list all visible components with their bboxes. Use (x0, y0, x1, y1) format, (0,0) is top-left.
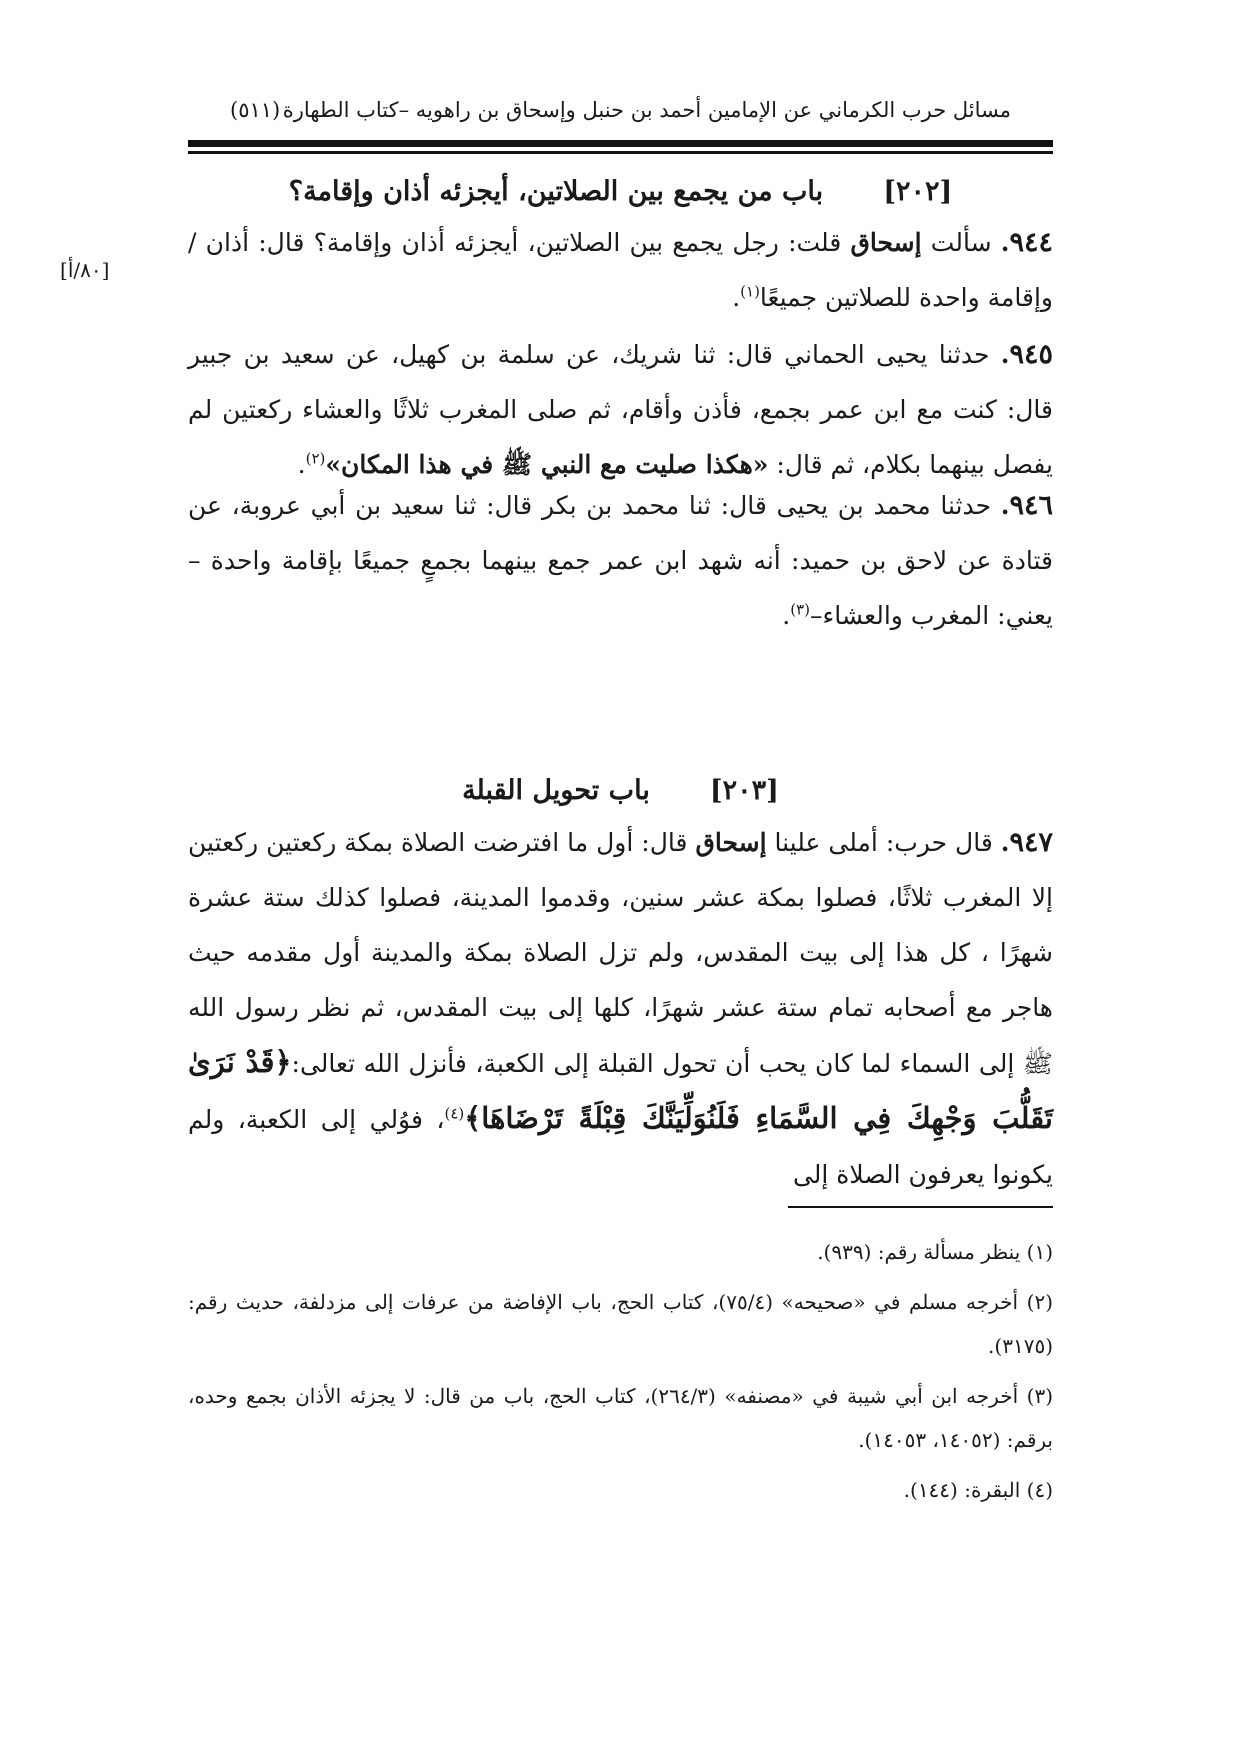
footnote-ref[interactable]: (٣) (790, 600, 810, 619)
footnote-text: البقرة: (١٤٤). (903, 1478, 1021, 1502)
footnote-3 (188, 1374, 1053, 1462)
issue-number: ٩٤٦ (1009, 490, 1053, 521)
issue-text: سألت (930, 228, 992, 257)
footnotes (188, 1230, 1053, 1518)
name-bold: إسحاق (850, 228, 922, 257)
footnote-label: (٢) (1026, 1290, 1053, 1314)
chapter-heading-202 (188, 166, 1053, 216)
footnote-1 (188, 1230, 1053, 1274)
chapter-title: باب تحويل القبلة (462, 774, 650, 806)
issue-text: قال حرب: أملى علينا (774, 828, 993, 857)
header-rule-thin (188, 151, 1053, 154)
issue-text: . (782, 601, 791, 630)
issue-946: ٩٤٦. حدثنا محمد بن يحيى قال: ثنا محمد بن بكر قال: ثنا سعيد بن أبي عروبة، عن قتادة عن لاحق بن حميد: أنه شهد ابن عمر جمع بينهما بجمعٍ جميعًا بإقامة واحدة –يعني: المغرب والعشاء–$^{(٣)}$. (188, 490, 1053, 630)
footnote-text: ينظر مسألة رقم: (٩٣٩). (817, 1240, 1021, 1264)
page-number: (٥١١) (230, 98, 281, 122)
issue-944: ٩٤٤. سألت إسحاق قلت: رجل يجمع بين الصلاتين، أيجزئه أذان وإقامة؟ قال: أذان / وإقامة واحدة للصلاتين جميعًا$^{(١)}$. (188, 227, 1053, 312)
footnote-text: أخرجه مسلم في «صحيحه» (٧٥/٤)، كتاب الحج، باب الإفاضة من عرفات إلى مزدلفة، حديث رقم: (٣١٧٥). (188, 1290, 1053, 1358)
chapter-number: [٢٠٢] (883, 175, 953, 207)
issue-947: ٩٤٧. قال حرب: أملى علينا إسحاق قال: أول ما افترضت الصلاة بمكة ركعتين ركعتين إلا المغرب ثلاثًا، فصلوا بمكة عشر سنين، وقدموا المدينة، فصلوا كذلك ستة عشرة شهرًا ، كل هذا إلى بيت المقدس، ولم تزل الصلاة بمكة والمدينة أول مقدمه حيث هاجر مع أصحابه تمام ستة عشر شهرًا، كلها إلى بيت المقدس، ثم نظر رسول الله ﷺ إلى السماء لما كان يحب أن تحول القبلة إلى الكعبة، فأنزل الله تعالى:﴿قَدْ نَرَىٰ تَقَلُّبَ وَجْهِكَ فِي السَّمَاءِ فَلَنُوَلِّيَنَّكَ قِبْلَةً تَرْضَاهَا﴾$^{(٤)}$، فوُلي إلى الكعبة، ولم يكونوا يعرفون الصلاة إلى (188, 827, 1054, 1189)
issue-text: . (732, 283, 741, 312)
footnote-label: (٣) (1026, 1384, 1054, 1408)
issue-number: ٩٤٥ (1009, 339, 1054, 370)
footnote-label: (٤) (1026, 1478, 1053, 1502)
issue-text: حدثنا محمد بن يحيى قال: ثنا محمد بن بكر قال: ثنا سعيد بن أبي عروبة، عن قتادة عن لاحق بن حميد: أنه شهد ابن عمر جمع بينهما بجمعٍ جميعًا بإقامة واحدة –يعني: المغرب والعشاء– (188, 491, 1053, 630)
footnote-separator (788, 1206, 1053, 1208)
name-bold: إسحاق (695, 828, 767, 857)
header-rule-thick (188, 140, 1053, 147)
chapter-title: باب من يجمع بين الصلاتين، أيجزئه أذان وإقامة؟ (288, 175, 824, 207)
footnote-text: أخرجه ابن أبي شيبة في «مصنفه» (٢٦٤/٣)، كتاب الحج، باب من قال: لا يجزئه الأذان بجمع وحده، برقم: (١٤٠٥٢، ١٤٠٥٣). (188, 1384, 1053, 1452)
footnote-ref[interactable]: (١) (740, 282, 760, 301)
quran-verse: ﴿قَدْ نَرَىٰ تَقَلُّبَ وَجْهِكَ فِي السَّمَاءِ فَلَنُوَلِّيَنَّكَ قِبْلَةً تَرْضَاهَا﴾ (188, 1045, 1054, 1135)
book-title: مسائل حرب الكرماني عن الإمامين أحمد بن حنبل وإسحاق بن راهويه –كتاب الطهارة (282, 98, 1011, 122)
chapter-heading-203 (188, 765, 1053, 815)
footnote-2 (188, 1280, 1053, 1368)
margin-folio-note: [٨٠/أ] (60, 258, 110, 282)
footnote-4 (188, 1468, 1053, 1512)
running-header (230, 90, 1011, 130)
issue-text: قال: أول ما افترضت الصلاة بمكة ركعتين ركعتين إلا المغرب ثلاثًا، فصلوا بمكة عشر سنين، وقدموا المدينة، فصلوا كذلك ستة عشرة شهرًا ، كل هذا إلى بيت المقدس، ولم تزل الصلاة بمكة والمدينة أول مقدمه حيث هاجر مع أصحابه تمام ستة عشر شهرًا، كلها إلى بيت المقدس، ثم نظر رسول الله ﷺ إلى السماء لما كان يحب أن تحول القبلة إلى الكعبة، فأنزل الله تعالى: (188, 828, 1054, 1078)
issue-text: حدثنا يحيى الحماني قال: ثنا شريك، عن سلمة بن كهيل، عن سعيد بن جبير قال: كنت مع ابن عمر بجمع، فأذن وأقام، ثم صلى المغرب ثلاثًا والعشاء ركعتين لم يفصل بينهما بكلام، ثم قال: (188, 340, 1054, 479)
chapter-number: [٢٠٣] (709, 774, 779, 806)
footnote-label: (١) (1026, 1240, 1053, 1264)
footnote-ref[interactable]: (٢) (305, 449, 326, 468)
hadith-quote: «هكذا صليت مع النبي ﷺ في هذا المكان» (325, 450, 769, 479)
footnote-ref[interactable]: (٤) (444, 1104, 465, 1123)
issue-text: ، فوُلي إلى الكعبة، ولم يكونوا يعرفون الصلاة إلى (188, 1105, 1053, 1189)
issue-text: قلت: رجل يجمع بين الصلاتين، أيجزئه أذان وإقامة؟ قال: أذان / وإقامة واحدة للصلاتين جميعًا (188, 228, 1053, 312)
issue-number: ٩٤٤ (1009, 227, 1053, 258)
issue-945: ٩٤٥. حدثنا يحيى الحماني قال: ثنا شريك، عن سلمة بن كهيل، عن سعيد بن جبير قال: كنت مع ابن عمر بجمع، فأذن وأقام، ثم صلى المغرب ثلاثًا والعشاء ركعتين لم يفصل بينهما بكلام، ثم قال: «هكذا صليت مع النبي ﷺ في هذا المكان»$^{(٢)}$. (188, 339, 1054, 479)
issue-text: . (297, 450, 306, 479)
issue-number: ٩٤٧ (1009, 827, 1054, 858)
